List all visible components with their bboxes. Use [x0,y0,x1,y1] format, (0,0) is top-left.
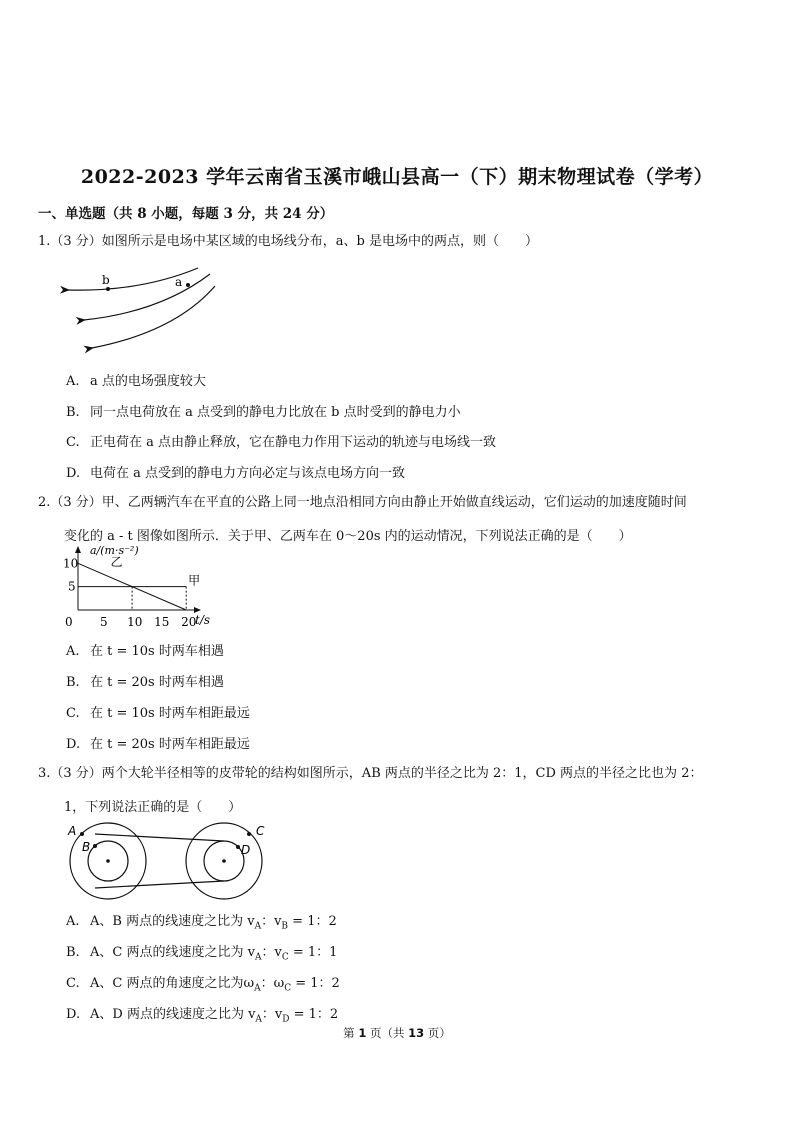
label-C: C [256,824,265,838]
a-t-chart [62,546,212,630]
page-title: 2022-2023 学年云南省玉溪市峨山县高一（下）期末物理试卷（学考） [80,166,714,188]
question-3-stem-line1: 3.（3 分）两个大轮半径相等的皮带轮的结构如图所示，AB 两点的半径之比为 2：1，CD 两点的半径之比也为 2： [38,766,703,781]
question-1-stem: 1.（3 分）如图所示是电场中某区域的电场线分布，a、b 是电场中的两点，则（ ） [38,234,539,249]
x-tick-label-10: 10 [127,615,143,629]
q3-option-a: A. A、B 两点的线速度之比为 $v_A$：$v_B = 1$：2 [66,914,337,932]
belt-bottom [95,881,224,888]
x-tick-label-5: 5 [100,615,108,629]
electric-field-lines-figure [60,262,225,357]
q2-option-a: A. 在 t = 10s 时两车相遇 [66,644,224,659]
question-2-stem-line1: 2.（3 分）甲、乙两辆汽车在平直的公路上同一地点沿相同方向由静止开始做直线运动，它们运动的加速度随时间 [38,495,687,510]
point-B [93,844,97,848]
q2-option-b: B. 在 t = 20s 时两车相遇 [66,675,224,690]
page-footer: 第 1 页（共 13 页） [343,1026,451,1040]
point-a [186,283,190,287]
series-jia-label: 甲 [188,573,201,588]
label-b: b [102,273,110,287]
y-tick-label-10: 10 [63,556,79,571]
left-center [106,859,110,863]
q2-option-d: D. 在 t = 20s 时两车相距最远 [66,737,250,752]
total-pages: 13 [408,1026,425,1040]
label-D: D [241,843,251,857]
current-page: 1 [358,1026,367,1040]
point-C [247,832,251,836]
x-tick-label-15: 15 [154,615,170,629]
point-D [236,845,240,849]
q2-option-c: C. 在 t = 10s 时两车相距最远 [66,706,250,721]
q3-option-c: C. A、C 两点的角速度之比为$\omega_A$：$\omega_C = 1$：2 [66,976,340,994]
y-axis-label: a/(m·s⁻²) [90,546,139,557]
question-2-stem-line2: 变化的 a - t 图像如图所示．关于甲、乙两车在 0～20s 内的运动情况，下列说法正确的是（ ） [64,529,632,544]
q1-option-a: A. a 点的电场强度较大 [66,374,206,389]
belt-pulley-figure [62,820,274,902]
point-A [80,832,84,836]
q3-option-d: D. A、D 两点的线速度之比为 $v_A$：$v_D = 1$：2 [66,1007,339,1025]
q1-option-c: C. 正电荷在 a 点由静止释放，它在静电力作用下运动的轨迹与电场线一致 [66,435,497,450]
y-tick-label-5: 5 [68,579,76,594]
section-heading: 一、单选题（共 8 小题，每题 3 分，共 24 分） [38,206,334,222]
field-line-3 [92,286,215,348]
x-tick-label-0: 0 [65,615,73,629]
q1-option-d: D. 电荷在 a 点受到的静电力方向必定与该点电场方向一致 [66,466,406,481]
belt-top [95,834,224,841]
q3-option-b: B. A、C 两点的线速度之比为 $v_A$：$v_C = 1$：1 [66,945,338,963]
label-B: B [82,840,91,854]
series-yi-label: 乙 [110,555,123,569]
x-axis-label: t/s [195,613,211,627]
right-center [222,859,226,863]
x-tick-label-20: 20 [181,615,197,629]
label-A: A [68,824,77,838]
y-axis-arrow [75,546,81,553]
point-b [106,287,110,291]
question-3-stem-line2: 1，下列说法正确的是（ ） [64,800,242,815]
q1-option-b: B. 同一点电荷放在 a 点受到的静电力比放在 b 点时受到的静电力小 [66,405,461,420]
label-a: a [175,275,183,289]
